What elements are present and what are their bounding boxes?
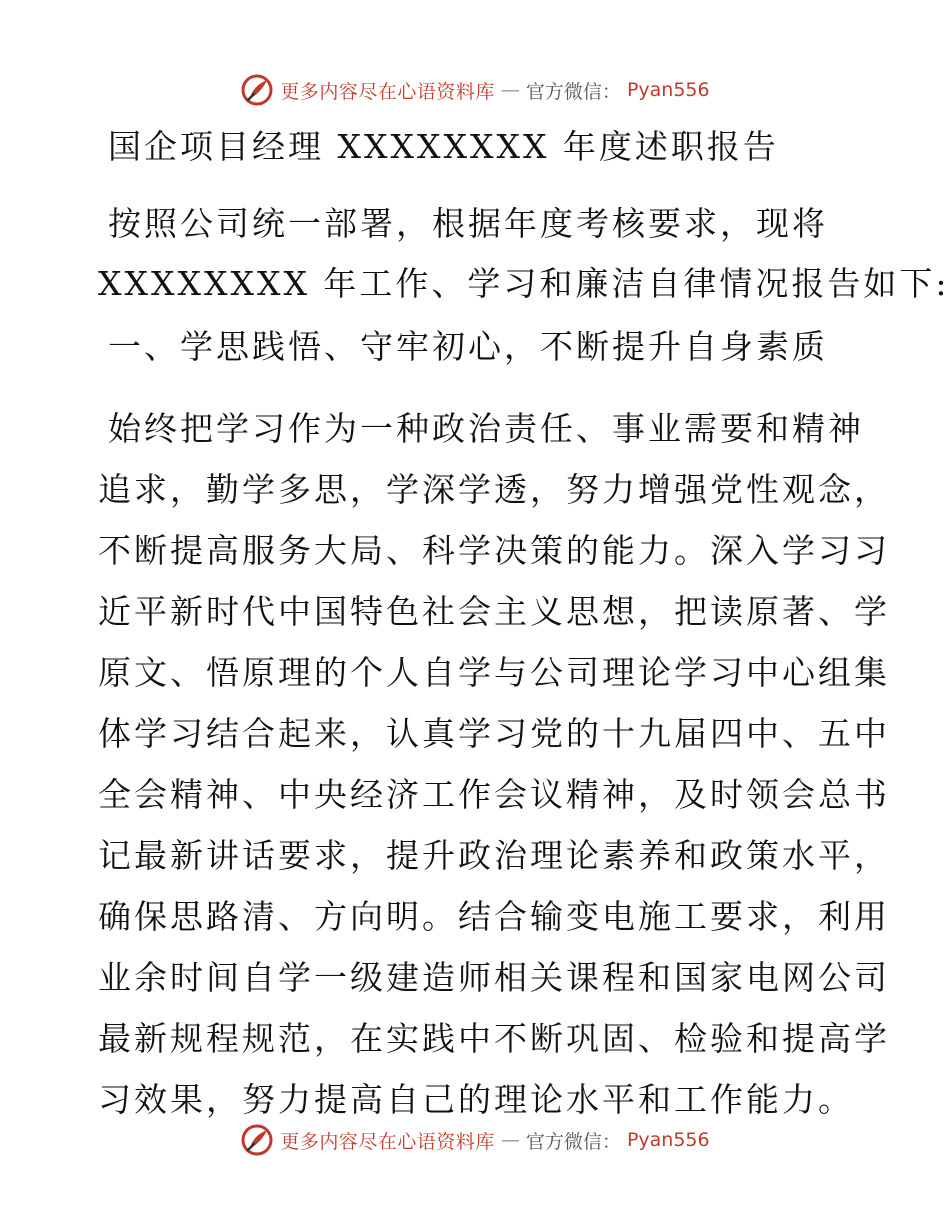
intro-line: 按照公司统一部署，根据年度考核要求，现将 (108, 204, 828, 243)
watermark-brand: 更多内容尽在心语资料库 (280, 1130, 495, 1153)
section-heading: 一、学思践悟、守牢初心，不断提升自身素质 (108, 327, 828, 366)
paragraph-line: 近平新时代中国特色社会主义思想，把读原著、学 (98, 592, 890, 631)
watermark-label: 官方微信： (525, 80, 621, 103)
intro-line: XXXXXXXX 年工作、学习和廉洁自律情况报告如下: (98, 264, 950, 303)
paragraph-line: 确保思路清、方向明。结合输变电施工要求，利用 (98, 897, 890, 936)
watermark-id: Pyan556 (626, 1129, 710, 1151)
document-title: 国企项目经理 XXXXXXXX 年度述职报告 (108, 127, 779, 166)
paragraph-line: 追求，勤学多思，学深学透，努力增强党性观念， (98, 470, 890, 509)
paragraph-line: 始终把学习作为一种政治责任、事业需要和精神 (108, 409, 864, 448)
watermark-group (240, 73, 709, 107)
watermark-separator: — (500, 1129, 520, 1151)
footer-watermark (0, 1118, 950, 1162)
document-body (98, 126, 950, 1130)
paragraph-line: 最新规程规范，在实践中不断巩固、检验和提高学 (98, 1019, 890, 1058)
watermark-id: Pyan556 (626, 79, 710, 101)
paragraph-line: 不断提高服务大局、科学决策的能力。深入学习习 (98, 531, 890, 570)
section-paragraph (98, 398, 890, 1130)
watermark-separator: — (500, 79, 520, 101)
paragraph-line: 习效果，努力提高自己的理论水平和工作能力。 (98, 1080, 854, 1119)
watermark-label: 官方微信： (525, 1130, 621, 1153)
watermark-brand: 更多内容尽在心语资料库 (280, 80, 495, 103)
paragraph-line: 体学习结合起来，认真学习党的十九届四中、五中 (98, 714, 890, 753)
paragraph-line: 原文、悟原理的个人自学与公司理论学习中心组集 (98, 653, 890, 692)
watermark-group (240, 1123, 709, 1157)
quill-logo-icon (240, 1123, 274, 1157)
intro-paragraph (98, 194, 950, 314)
quill-logo-icon (240, 73, 274, 107)
paragraph-line: 业余时间自学一级建造师相关课程和国家电网公司 (98, 958, 890, 997)
paragraph-line: 全会精神、中央经济工作会议精神，及时领会总书 (98, 775, 890, 814)
header-watermark (0, 68, 950, 112)
paragraph-line: 记最新讲话要求，提升政治理论素养和政策水平， (98, 836, 890, 875)
